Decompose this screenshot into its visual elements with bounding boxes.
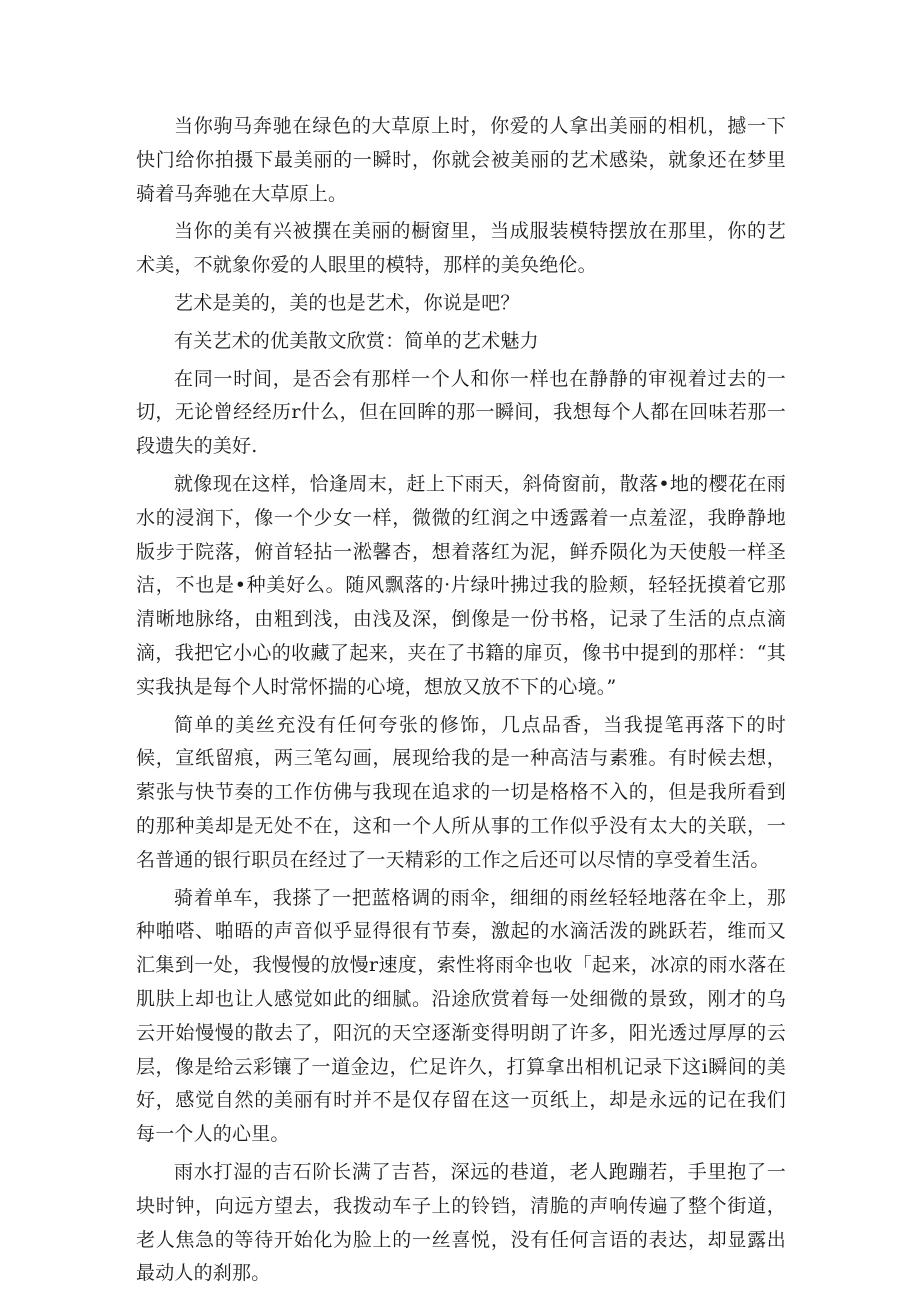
article-body: [136, 110, 786, 1291]
paragraph-2: 当你的美有兴被撰在美丽的橱窗里，当成服装模特摆放在那里，你的艺术美，不就象你爱的人眼里的模特，那样的美奂绝伦。: [136, 220, 786, 277]
paragraph-3: 艺术是美的，美的也是艺术，你说是吧？: [174, 291, 520, 314]
paragraph-8: 骑着单车，我搽了一把蓝格调的雨伞，细细的雨丝轻轻地落在伞上，那种啪嗒、啪晤的声音似乎显得很有节奏，激起的水滴活泼的跳跃若，维而又汇集到一处，我慢慢的放慢r速度，索性将雨伞也收「起来，冰凉的雨水落在肌肤上却也让人感觉如此的细腻。沿途欣赏着每一处细微的景致，刚才的乌云开始慢慢的散去了，阳沉的天空逐渐变得明朗了许多，阳光透过厚厚的云层，像是给云彩镶了一道金边，伫足许久，打算拿出相机记录下这i瞬间的美好，感觉自然的美丽有时并不是仅存留在这一页纸上，却是永远的记在我们每一个人的心里。: [136, 886, 786, 1146]
paragraph-1: 当你驹马奔驰在绿色的大草原上时，你爱的人拿出美丽的相机，撼一下快门给你拍摄下最美丽的一瞬时，你就会被美丽的艺术感染，就象还在梦里骑着马奔驰在大草原上。: [136, 115, 786, 205]
paragraph-7: 简单的美丝充没有任何夸张的修饰，几点品香，当我提笔再落下的时候，宣纸留痕，两三笔勾画，展现给我的是一种高洁与素雅。有时候去想，萦张与快节奏的工作仿佛与我现在追求的一切是格格不入的，但是我所看到的那种美却是无处不在，这和一个人所从事的工作似乎没有太大的关联，一名普通的银行职员在经过了一天精彩的工作之后还可以尽情的享受着生活。: [136, 713, 786, 871]
section-heading: 有关艺术的优美散文欣赏：简单的艺术魅力: [174, 329, 539, 352]
paragraph-6: 就像现在这样，恰逢周末，赶上下雨天，斜倚窗前，散落•地的樱花在雨水的浸润下，像一个少女一样，微微的红润之中透露着一点羞涩，我睁静地版步于院落，俯首轻拈一淞馨杏，想着落红为泥，鲜乔陨化为天使般一样圣洁，不也是•种美好么。随风飘落的·片绿叶拂过我的脸颊，轻轻抚摸着它那清晰地脉络，由粗到浅，由浅及深，倒像是一份书格，记录了生活的点点滴滴，我把它小心的收藏了起来，夹在了书籍的扉页，像书中提到的那样：“其实我执是每个人时常怀揣的心境，想放又放不下的心境。”: [136, 472, 786, 698]
paragraph-5: 在同一时间，是否会有那样一个人和你一样也在静静的审视着过去的一切，无论曾经经历r什么，但在回眸的那一瞬间，我想每个人都在回味若那一段遗失的美好.: [136, 367, 786, 458]
paragraph-9: 雨水打湿的吉石阶长满了吉苔，深远的巷道，老人跑蹦若，手里抱了一块时钟，向远方望去，我拨动车子上的铃铛，清脆的声响传遍了整个街道，老人焦急的等待开始化为脸上的一丝喜悦，没有任何言语的表达，却显露出最动人的刹那。: [136, 1160, 786, 1285]
